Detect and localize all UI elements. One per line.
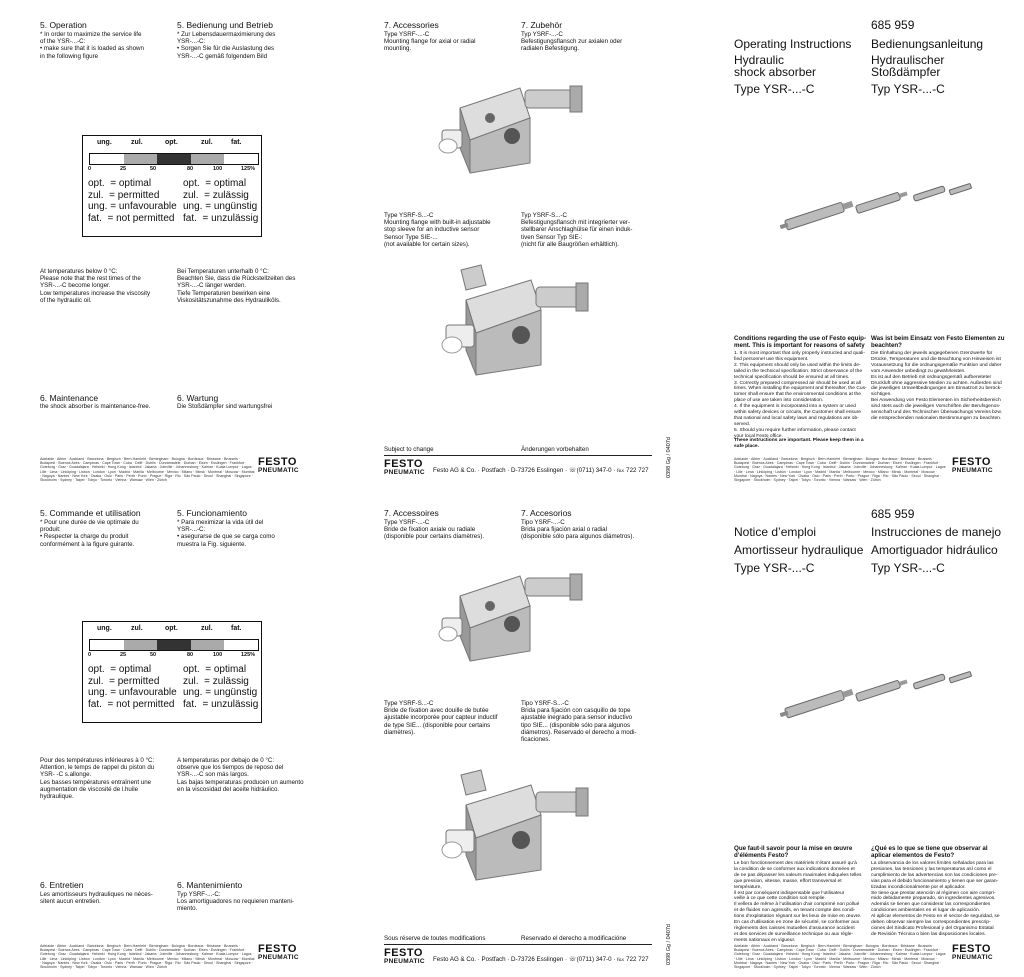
divider [384, 944, 652, 945]
part-number: 685 959 [871, 18, 915, 32]
sensor-flange-image [436, 770, 596, 890]
sensor-flange-image [436, 265, 596, 385]
body-text: Pour des températures inférieures à 0 °C: Attention, le temps de rappel du piston du YSR- -C s.allonge. Les basses températures entraînent une augmentation de viscosité de l.huile hydraulique. [40, 757, 155, 801]
gauge-tick: 80 [187, 652, 194, 658]
part-number: 685 959 [871, 507, 915, 521]
section-heading: 7. Accessoires [384, 508, 439, 518]
conditions-text: Die Einhaltung der jeweils angegebenen Grenzwerte für Drücke, Temperaturen und die Beachtung von Hinweisen ist Voraussetzung für die ordnungsgemäße Funktion und daher vom Anwender unbedingt zu gewährleisten. Es ist auf den Betrieb mit ordnungsgemäß aufbereiteter Druckluft ohne aggressive Medien zu achten. Außerden sind die jeweiligen Umweltbedingungen am Einsatzort zu berück- sichtigen. Bei Anwendung von Festo Elementen im Sicherheitsbereich sind stets auch die jeweiligen Vorschriften der Berufsgenos- senschaft und des Technischen Überwachungs Vereins bzw. die entsprechenden nationalen Bestimmungen zu beachten. [871, 351, 1002, 421]
body-text: * Zur Lebensdauermaximierung des YSR-...-C: • Sorgen Sie für die Auslastung des YSR-...-C gemäß folgendem Bild [177, 31, 276, 60]
product: Hydraulic shock absorber [734, 53, 817, 79]
legend-de: opt. = optimal zul. = zulässig ung. = ungünstig fat. = unzulässig [183, 664, 259, 710]
gauge-tick: 125% [241, 652, 256, 658]
body-text: Tipo YSRF-...-C Brida para fijación axial o radial (disponible sólo para algunos diámetros). [521, 519, 635, 541]
section-heading: 6. Wartung [177, 393, 219, 403]
legend-de: opt. = optimal zul. = zulässig ung. = ungünstig fat. = unzulässig [183, 178, 259, 224]
gauge-label: opt. [165, 139, 178, 146]
gauge-label: zul. [201, 625, 213, 632]
festo-logo: FESTO PNEUMATIC [258, 456, 299, 474]
city-list: Adelaide · Altrier · Auckland · Barcelona · Bergisch · Bern-Hamleht · Birmingham · Bologna · Bordeaux · Brisbane · Brussels · Budapest · Buenos Aires · Campinas · Cape Town · Cuba · Delft · Dublin · Dunramadele · Durban · Eisen · Esslingen · Frankfurt · Goteborg · Graz · Guadalajara · Helsinki · Hong Kong · Istanbul · Jakarta · Joinville · Johannesburg · Kalmar · Kuala Lumpur · Lagos · Lille · Lima · Linköping · Lisbon · London · Lyon · Madrid · Manila · Melbourne · Mexico · Milano · Minsk · Montreal · Moscow · Mumbai · Nagoya · Nantes · New York · Osaka · Oslo · Paris · Perth · Porto · Prague · Riga · Rio · São Paulo · Seoul · Shanghai · Singapore · Stockholm · Sydney · Taipei · Tokyo · Toronto · Vienna · Warsaw · Wien · Zürich [734, 944, 946, 970]
body-text: Typ YSRF-S...-C Befestigungsflansch mit integrierter ver- stellbarer Anschlaghülse für einen induk- tiven Sensor Typ SIE-: (nicht für alle Baugrößen erhältlich). [521, 212, 633, 248]
conditions-text: La observancia de los valores límites señalados para las presiones, las tensiones y las temperaturas así como el cumplimiento de las advertencias son las condiciones pre- vias para el debido funcionamiento y tienen que ser garan- tizadas incondicionalmente por el aplicador. Se tiene que prestar atención al régimen con aire compri- mido debidamente preparado, sin ingredientes agresivos. Además se tienen que considerar las correspondientes condiciones ambientales en el lugar de aplicación. Al aplicar elementos de Festo en el sector de seguridad, se deben observar siempre las correspondientes prescrip- ciones del Sindicato Profesional y del Organismo Estatal de Revisión Técnica o bien las disposiciones locales. [871, 861, 1000, 937]
conditions-text: Le bon fonctionnement des matériels n’étant assuré qu’à la condition de se conformer aux indications données et de ne pas dépasser les valeurs maximales indiquées telles que pression, vitesse, masse, effort transversal et température, il est par conséquent indispensable que l’utilisateur veille à ce que cette condition soit remplie. Il vellera de même à l’utilisation d’air comprimé non pollué et de fluides non agressifs, en tenant compte des condi- tions d’exploitation régnant sur les lieux de mise en œuvre. En cas d’utilisation en zone de sécurité, se conformer aux règlements des caisses mutuelles d’assurance accident et des services de surveillance technique ou aux règle- ments nationaux en vigueur. [734, 861, 862, 943]
body-text: Bei Temperaturen unterhalb 0 °C: Beachten Sie, dass die Rückstellzeiten des YSR-...-C länger werden. Tiefe Temperaturen bewirken eine Viskositätszunahme des Hydrauliköls. [177, 268, 296, 304]
change-note: Änderungen vorbehalten [521, 446, 589, 453]
body-text: * Para meximizar la vida útil del YSR-...-C: • asegurarse de que se carga como muestra la Fig. siguiente. [177, 519, 275, 548]
section-heading: 6. Maintenance [40, 393, 99, 403]
product: Hydraulischer Stoßdämpfer [871, 53, 945, 79]
city-list: Adelaide · Altrier · Auckland · Barcelona · Bergisch · Bern-Hamleht · Birmingham · Bologna · Bordeaux · Brisbane · Brussels · Budapest · Buenos Aires · Campinas · Cape Town · Cuba · Delft · Dublin · Dunramadele · Durban · Eisen · Esslingen · Frankfurt · Goteborg · Graz · Guadalajara · Helsinki · Hong Kong · Istanbul · Jakarta · Joinville · Johannesburg · Kalmar · Kuala Lumpur · Lagos · Lille · Lima · Linköping · Lisbon · London · Lyon · Madrid · Manila · Melbourne · Mexico · Milano · Minsk · Montreal · Moscow · Mumbai · Nagoya · Nantes · New York · Osaka · Oslo · Paris · Perth · Porto · Prague · Riga · Rio · São Paulo · Seoul · Shanghai · Singapore · Stockholm · Sydney · Taipei · Tokyo · Toronto · Vienna · Warsaw · Wien · Zürich [40, 457, 255, 483]
title: Instrucciones de manejo [871, 525, 1002, 539]
conditions-heading: ¿Qué es lo que se tiene que observar al aplicar elementos de Festo? [871, 845, 988, 860]
type: Typ YSR-...-C [871, 82, 945, 96]
change-note: Subject to change [384, 446, 434, 453]
address: Festo AG & Co. · Postfach · D-73726 Esslingen · ☏(0711) 347-0 · ℻ 722 727 [433, 467, 649, 474]
shock-absorbers-image [775, 178, 975, 238]
body-text: * In order to maximize the service life of the YSR-...-C: • make sure that it is loaded as shown in the following figure [40, 31, 144, 60]
load-gauge [82, 135, 262, 237]
gauge-label: fat. [231, 139, 242, 146]
body-text: Type YSRF-S...-C Bride de fixation avec douille de butée ajustable incorporée pour capteur inductif de type SIE... (disponible pour certains diamètres). [384, 700, 498, 736]
shock-absorbers-image [775, 666, 975, 726]
mounting-flange-image [430, 78, 590, 178]
conditions-text: 1. It is most important that only properly instructed and quali- fied personnel use this equipment. 2. This equipment should only be used within the limits de- tailed in the technical specification. Strict observance of the technical specification should be ensured at all times. 3. Correctly prepared compressed air should be used at all times. When installing the equipment and thereafter, the Cus- tomer shall ensure that the environmental conditions at the place of use are taken into consideration. 4. If the equipment is incorporated into a system or used within safety devices or circuits, the Customer shall ensure that national and local safety laws and regulations are ob- served. 5. Should you require further information, please contact your local Festo office. [734, 351, 867, 439]
title: Operating Instructions [734, 37, 852, 51]
gauge-tick: 50 [150, 166, 157, 172]
conditions-heading: Was ist beim Einsatz von Festo Elementen zu beachten? [871, 335, 1005, 350]
type: Type YSR-...-C [734, 82, 815, 96]
gauge-bar [89, 153, 259, 165]
conditions-footnote: These instructions are important. Please keep them in a safe place. [734, 438, 864, 449]
festo-logo: FESTO PNEUMATIC [952, 456, 993, 474]
divider [384, 455, 652, 456]
body-text: * Pour une durée de vie optimale du produit: • Respecter la charge du produit conformément à la figure guirante. [40, 519, 139, 548]
change-note: Sous réserve de toutes modifications [384, 935, 486, 942]
section-heading: 7. Accesorios [521, 508, 572, 518]
gauge-bar [89, 639, 259, 651]
body-text: Typ YSRF-...-C Befestigungsflansch zur axialen oder radialen Befestigung. [521, 31, 623, 53]
city-list: Adelaide · Altrier · Auckland · Barcelona · Bergisch · Bern-Hamleht · Birmingham · Bologna · Bordeaux · Brisbane · Brussels · Budapest · Buenos Aires · Campinas · Cape Town · Cuba · Delft · Dublin · Dunramadele · Durban · Eisen · Esslingen · Frankfurt · Goteborg · Graz · Guadalajara · Helsinki · Hong Kong · Istanbul · Jakarta · Joinville · Johannesburg · Kalmar · Kuala Lumpur · Lagos · Lille · Lima · Linköping · Lisbon · London · Lyon · Madrid · Manila · Melbourne · Mexico · Milano · Minsk · Montreal · Moscow · Mumbai · Nagoya · Nantes · New York · Osaka · Oslo · Paris · Perth · Porto · Prague · Riga · Rio · São Paulo · Seoul · Shanghai · Singapore · Stockholm · Sydney · Taipei · Tokyo · Toronto · Vienna · Warsaw · Wien · Zürich [40, 944, 255, 970]
change-note: Reservado el derecho a modificacióne [521, 935, 627, 942]
legend-en: opt. = optimal zul. = permitted ung. = unfavourable fat. = not permitted [88, 178, 177, 224]
body-text: Type YSRF-...-C Mounting flange for axial or radial mounting. [384, 31, 476, 53]
gauge-tick: 0 [88, 652, 92, 658]
gauge-label: zul. [201, 139, 213, 146]
gauge-tick: 25 [120, 652, 127, 658]
gauge-label: zul. [131, 625, 143, 632]
doc-code: 0398 Gg / 0407d [666, 437, 672, 478]
section-heading: 5. Funcionamiento [177, 508, 247, 518]
body-text: Type YSRF-...-C Bride de fixation axiale ou radiale (disponible pour certains diamètres). [384, 519, 485, 541]
city-list: Adelaide · Altrier · Auckland · Barcelona · Bergisch · Bern-Hamleht · Birmingham · Bologna · Bordeaux · Brisbane · Brussels · Budapest · Buenos Aires · Campinas · Cape Town · Cuba · Delft · Dublin · Dunramadele · Durban · Eisen · Esslingen · Frankfurt · Goteborg · Graz · Guadalajara · Helsinki · Hong Kong · Istanbul · Jakarta · Joinville · Johannesburg · Kalmar · Kuala Lumpur · Lagos · Lille · Lima · Linköping · Lisbon · London · Lyon · Madrid · Manila · Melbourne · Mexico · Milano · Minsk · Montreal · Moscow · Mumbai · Nagoya · Nantes · New York · Osaka · Oslo · Paris · Perth · Porto · Prague · Riga · Rio · São Paulo · Seoul · Shanghai · Singapore · Stockholm · Sydney · Taipei · Tokyo · Toronto · Vienna · Warsaw · Wien · Zürich [734, 457, 946, 483]
mounting-flange-image [430, 566, 590, 666]
conditions-heading: Que faut-il savoir pour la mise en œuvre d’éléments Festo? [734, 845, 853, 860]
festo-logo: FESTO PNEUMATIC [952, 943, 993, 961]
body-text: A temperaturas por debajo de 0 °C: observe que los tiempos de reposo del YSR-...-C son más largos. Las bajas temperaturas producen un aumento en la viscosidad del aceite hidráulico. [177, 757, 304, 793]
load-gauge [82, 621, 262, 723]
gauge-label: ung. [97, 139, 112, 146]
product: Amortiguador hidráulico [871, 543, 998, 557]
section-heading: 5. Commande et utilisation [40, 508, 141, 518]
festo-logo: FESTO PNEUMATIC [384, 947, 425, 965]
doc-code: 0398 Gg / 0407d [666, 924, 672, 965]
gauge-label: zul. [131, 139, 143, 146]
title: Bedienungsanleitung [871, 37, 984, 51]
section-heading: 5. Operation [40, 20, 87, 30]
gauge-tick: 100 [213, 166, 223, 172]
gauge-label: opt. [165, 625, 178, 632]
type: Typ YSR-...-C [871, 561, 945, 575]
body-text: At temperatures below 0 °C: Please note that the rest times of the YSR-...-C become longer. Low temperatures increase the viscosity of the hydraulic oil. [40, 268, 151, 304]
address: Festo AG & Co. · Postfach · D-73726 Esslingen · ☏(0711) 347-0 · ℻ 722 727 [433, 956, 649, 963]
section-heading: 7. Zubehör [521, 20, 563, 30]
legend-en: opt. = optimal zul. = permitted ung. = unfavourable fat. = not permitted [88, 664, 177, 710]
section-heading: 5. Bedienung und Betrieb [177, 20, 273, 30]
gauge-tick: 100 [213, 652, 223, 658]
gauge-tick: 125% [241, 166, 256, 172]
festo-logo: FESTO PNEUMATIC [384, 458, 425, 476]
gauge-tick: 25 [120, 166, 127, 172]
body-text: Les amortisseurs hydrauliques ne néces- sitent aucun entretien. [40, 891, 153, 906]
body-text: Tipo YSRF-S...-C Brida para fijación con casquillo de tope ajustable inegrado para sensor inductivo tipo SIE... (disponible sólo para algunos diámetros). Reservado el derecho a modi- ficaciones. [521, 700, 637, 744]
section-heading: 6. Entretien [40, 880, 84, 890]
body-text: Type YSRF-S...-C Mounting flange with built-in adjustable stop sleeve for an inductive sensor Sensor Type SIE-... (not available for certain sizes). [384, 212, 491, 248]
gauge-tick: 0 [88, 166, 92, 172]
gauge-tick: 50 [150, 652, 157, 658]
type: Type YSR-...-C [734, 561, 815, 575]
title: Notice d’emploi [734, 525, 817, 539]
festo-logo: FESTO PNEUMATIC [258, 943, 299, 961]
product: Amortisseur hydraulique [734, 543, 864, 557]
body-text: Typ YSRF-...-C: Los amortiguadores no requieren manteni- miento. [177, 891, 294, 913]
gauge-label: fat. [231, 625, 242, 632]
body-text: the shock absorber is maintenance-free. [40, 403, 151, 410]
gauge-label: ung. [97, 625, 112, 632]
gauge-tick: 80 [187, 166, 194, 172]
section-heading: 6. Mantenimiento [177, 880, 243, 890]
conditions-heading: Conditions regarding the use of Festo equip- ment. This is important for reasons of safety [734, 335, 867, 350]
section-heading: 7. Accessories [384, 20, 439, 30]
body-text: Die Stoßdämpfer sind wartungsfrei [177, 403, 273, 410]
